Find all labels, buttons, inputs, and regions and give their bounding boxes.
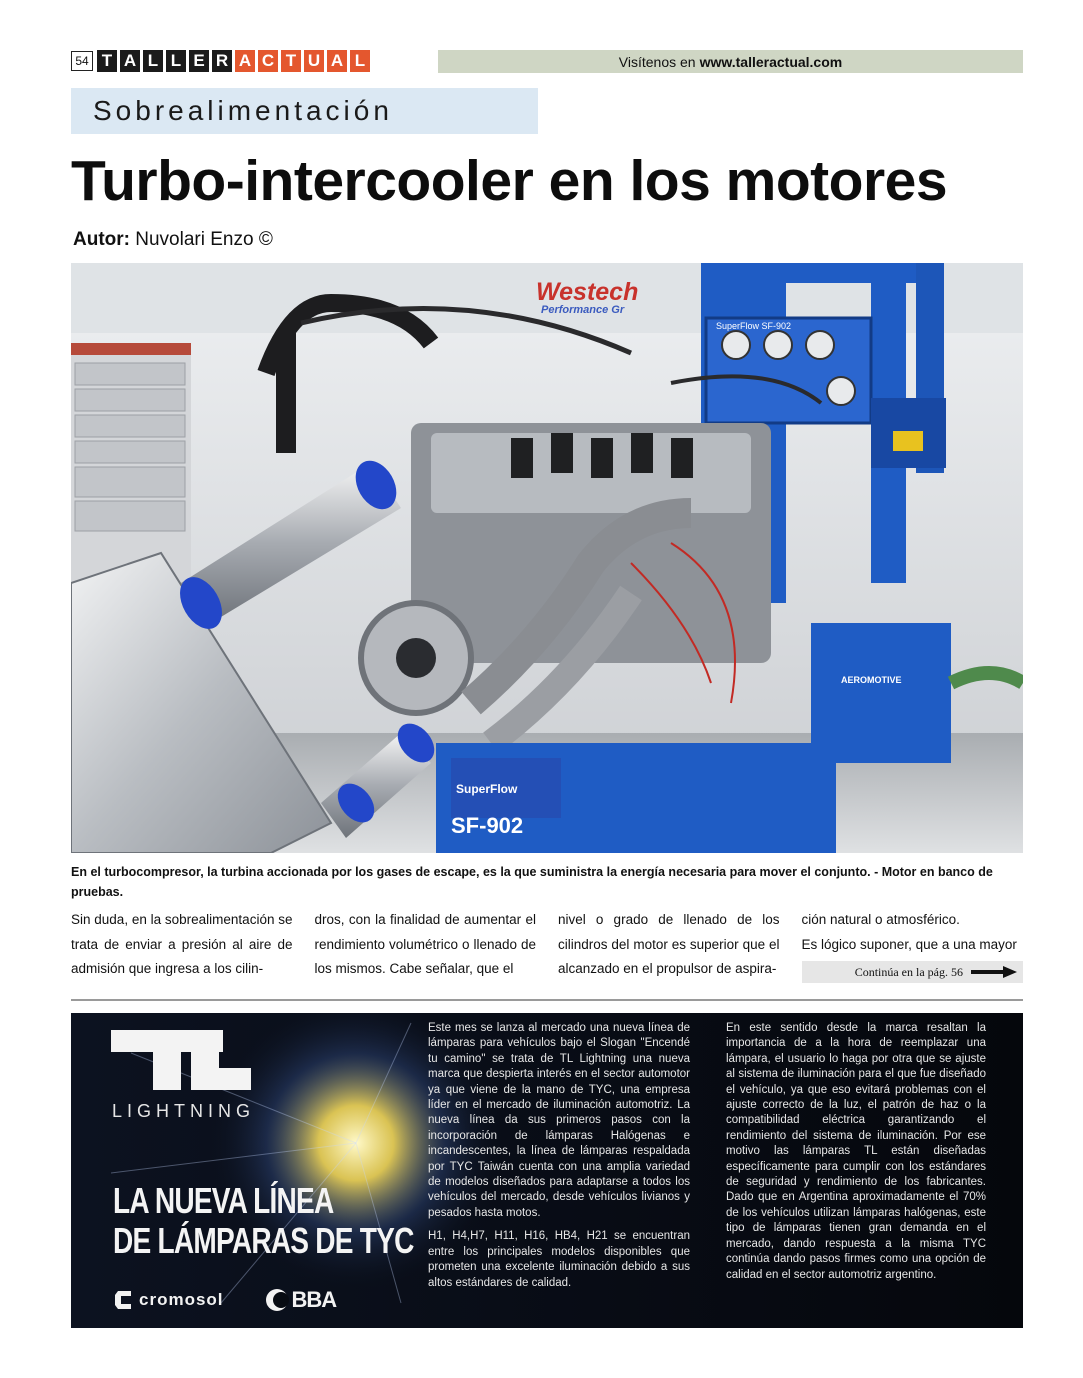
column-text: Sin duda, en la sobrealimentación se trata de enviar a presión al aire de admisión que ingresa a los cilin- <box>71 912 293 976</box>
brand-letter: R <box>212 50 232 72</box>
text-column-1 <box>71 908 293 983</box>
website-banner <box>438 50 1023 73</box>
arrow-right-icon <box>971 966 1017 978</box>
ad-paragraph: Este mes se lanza al mercado una nueva línea de lámparas para vehículos bajo el Slogan "Encendé tu camino" se trata de TL Lightning una nueva marca que despierta interés en el sector automotor ya que viene de la mano de TYC, una empresa líder en el mercado de iluminación automotriz. La nueva línea da sus primeros pasos con la incorporación de lámparas Halógenas e incandescentes, la línea de lámparas respaldada por TYC Taiwán cuenta con una amplia variedad de modelos diseñados para adaptarse a todos los vehículos del mercado, desde vehículos livianos y pesados hasta motos. <box>428 1022 690 1219</box>
brand-letter: L <box>350 50 370 72</box>
brand-letter: A <box>327 50 347 72</box>
ad-text-column-1 <box>428 1021 690 1299</box>
page-number: 54 <box>71 51 93 71</box>
sf-model-label: SF-902 <box>451 813 524 838</box>
engine-illustration <box>71 263 1023 853</box>
partner-logos <box>113 1287 336 1313</box>
divider <box>71 999 1023 1001</box>
author-label: Autor: <box>73 229 130 250</box>
ad-headline-line: LA NUEVA LÍNEA <box>113 1180 334 1221</box>
brand-letter: A <box>120 50 140 72</box>
continue-text: Continúa en la pág. 56 <box>854 964 963 979</box>
brand-letter: T <box>281 50 301 72</box>
article-title: Turbo-intercooler en los motores <box>71 149 948 213</box>
ad-paragraph: H1, H4,H7, H11, H16, HB4, H21 se encuentran entre los principales modelos disponibles que prometen una excelente iluminación debido a sus altos estándares de calidad. <box>428 1230 690 1289</box>
text-column-4 <box>802 908 1024 983</box>
bba-logo <box>264 1287 337 1313</box>
ad-paragraph: En este sentido desde la marca resaltan la importancia de a la hora de reemplazar una lámpara, el usuario lo haga por otra que se ajuste al sistema de iluminación para el que fue diseñado el vehículo, ya que eso evitará problemas con el ajuste correcto de la luz, el patrón de haz o la compatibilidad eléctrica garantizando el rendimiento del sistema de iluminación. Por ese motivo las lámparas TL están diseñadas específicamente para cumplir con los estándares de seguridad y rendimiento de los fabricantes. Dado que en Argentina aproximadamente el 70% de los vehículos utilizan lámparas halógenas, este tipo de lámparas tienen gran demanda en el mercado, dando respuesta a la misma TYC continúa dando pasos firmes como una opción de calidad en el sector automotriz argentino. <box>726 1022 986 1281</box>
column-text: ción natural o atmosférico. <box>801 912 960 927</box>
text-column-3 <box>558 908 780 983</box>
column-text: Es lógico suponer, que a una mayor <box>801 936 1017 952</box>
photo-caption: En el turbocompresor, la turbina accionada por los gases de escape, es la que suministra la energía necesaria para mover el conjunto. - Motor en banco de pruebas. <box>71 865 993 899</box>
visit-prefix: Visítenos en <box>618 53 696 70</box>
section-label: Sobrealimentación <box>71 88 538 134</box>
ad-text-column-2 <box>726 1021 986 1291</box>
bba-text: BBA <box>291 1287 337 1312</box>
engine-photo <box>71 263 1023 853</box>
author-line <box>73 229 273 251</box>
cromosol-icon <box>113 1289 133 1311</box>
lightning-wordmark: LIGHTNING <box>112 1101 256 1121</box>
brand-letter: U <box>304 50 324 72</box>
brand-letter: A <box>235 50 255 72</box>
brand-letter: C <box>258 50 278 72</box>
author-name: Nuvolari Enzo © <box>135 229 273 250</box>
bba-emblem-icon <box>264 1287 290 1313</box>
text-column-2 <box>315 908 537 983</box>
website-link[interactable]: www.talleractual.com <box>699 53 843 70</box>
brand-letter: L <box>166 50 186 72</box>
advertisement <box>71 1013 1023 1328</box>
cromosol-text: cromosol <box>139 1290 224 1309</box>
ad-headline-line: DE LÁMPARAS DE TYC <box>113 1220 414 1261</box>
westech-sign: Westech <box>536 278 639 306</box>
aeromotive-label: AEROMOTIVE <box>841 675 902 685</box>
brand-letter: T <box>97 50 117 72</box>
continue-notice[interactable] <box>802 961 1024 983</box>
panel-label: SuperFlow SF-902 <box>716 321 792 331</box>
superflow-label: SuperFlow <box>456 782 518 796</box>
column-text: nivel o grado de llenado de los cilindros del motor es superior que el alcanzado en el propulsor de aspira- <box>558 912 780 976</box>
column-text: dros, con la finalidad de aumentar el rendimiento volumétrico o llenado de los mismos. Cabe señalar, que el <box>314 912 536 976</box>
article-body <box>71 908 1023 983</box>
ad-headline <box>113 1181 414 1261</box>
brand-letter: L <box>143 50 163 72</box>
brand-letter: E <box>189 50 209 72</box>
brand-logo <box>97 50 370 72</box>
cromosol-logo <box>113 1289 224 1311</box>
westech-subtitle: Performance Gr <box>541 304 625 316</box>
